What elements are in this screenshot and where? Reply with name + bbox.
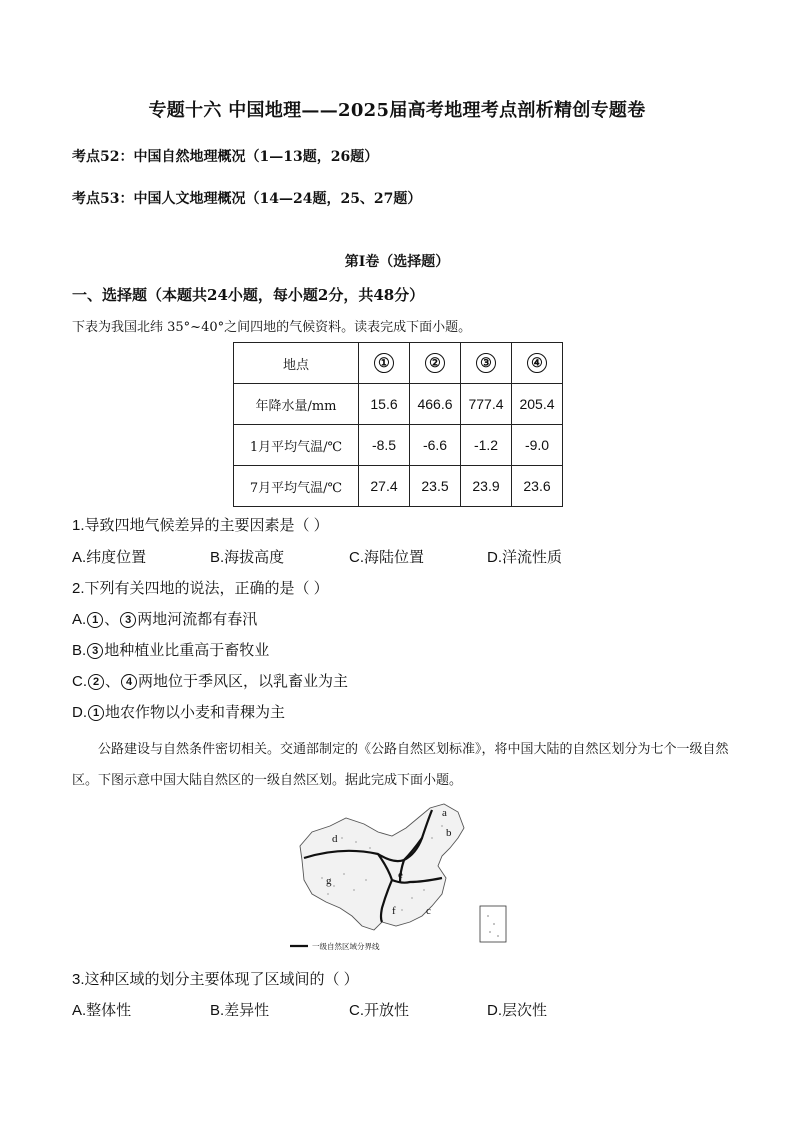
table-cell: -9.0 [512,425,563,466]
region-label-c: c [426,905,431,917]
row-label: 1月平均气温/℃ [234,425,359,466]
question-3-stem: 3.这种区域的划分主要体现了区域间的（ ） [72,971,359,988]
question-1-stem: 1.导致四地气候差异的主要因素是（ ） [72,517,329,534]
map-legend-text: 一级自然区域分界线 [312,942,380,951]
region-label-e: e [398,869,403,881]
circled-number-4: 4 [121,674,137,690]
passage-text: 公路建设与自然条件密切相关。交通部制定的《公路自然区划标准》，将中国大陆的自然区划分为七个一级自然区。下图示意中国大陆自然区的一级自然区划。据此完成下面小题。 [72,742,729,788]
row-label: 7月平均气温/℃ [234,466,359,507]
q2-option-d[interactable]: D. 1 地农作物以小麦和青稞为主 [72,704,286,721]
table-cell: 15.6 [359,384,410,425]
section-heading: 第I卷（选择题） [344,254,450,270]
table-col-header: ③ [461,343,512,384]
table-row [234,384,563,425]
row-label: 年降水量/mm [234,384,359,425]
table-col-header: ① [359,343,410,384]
south-sea-inset [480,906,506,942]
table-cell: 23.6 [512,466,563,507]
table-header-label: 地点 [234,343,359,384]
q1-option-a[interactable]: A.纬度位置 [72,549,147,566]
question-2-stem: 2.下列有关四地的说法，正确的是（ ） [72,580,329,597]
table-intro: 下表为我国北纬 35°~40°之间四地的气候资料。读表完成下面小题。 [72,320,472,335]
circled-number-3: 3 [87,643,103,659]
region-label-a: a [442,807,447,819]
q3-option-b[interactable]: B.差异性 [210,1002,270,1019]
q2-option-b[interactable]: B. 3 地种植业比重高于畜牧业 [72,642,270,659]
table-header-row [234,343,563,384]
circled-number-1: 1 [87,612,103,628]
table-row [234,425,563,466]
table-cell: 466.6 [410,384,461,425]
kaodian-53: 考点53：中国人文地理概况（14—24题，25、27题） [72,191,422,207]
circled-number-1: 1 [88,705,104,721]
q3-option-d[interactable]: D.层次性 [487,1002,548,1019]
q2-option-a[interactable]: A. 1 、 3 两地河流都有春汛 [72,611,258,628]
table-cell: 23.9 [461,466,512,507]
q1-option-c[interactable]: C.海陆位置 [349,549,425,566]
table-col-header: ④ [512,343,563,384]
region-label-b: b [446,827,452,839]
region-label-f: f [392,905,396,917]
circled-number-2: 2 [88,674,104,690]
table-cell: -1.2 [461,425,512,466]
table-cell: -8.5 [359,425,410,466]
q3-option-a[interactable]: A.整体性 [72,1002,132,1019]
table-cell: -6.6 [410,425,461,466]
table-row [234,466,563,507]
page-title: 专题十六 中国地理——2025届高考地理考点剖析精创专题卷 [148,100,646,121]
region-label-g: g [326,875,332,887]
table-col-header: ② [410,343,461,384]
part-heading: 一、选择题（本题共24小题，每小题2分，共48分） [72,286,425,304]
q2-option-c[interactable]: C. 2 、 4 两地位于季风区，以乳畜业为主 [72,673,349,690]
table-cell: 27.4 [359,466,410,507]
q1-option-d[interactable]: D.洋流性质 [487,549,563,566]
table-cell: 23.5 [410,466,461,507]
q3-option-c[interactable]: C.开放性 [349,1002,410,1019]
q1-option-b[interactable]: B.海拔高度 [210,549,285,566]
climate-table [233,342,563,507]
region-label-d: d [332,833,338,845]
china-natural-zones-map [282,798,522,958]
table-cell: 777.4 [461,384,512,425]
circled-number-3: 3 [120,612,136,628]
table-cell: 205.4 [512,384,563,425]
kaodian-52: 考点52：中国自然地理概况（1—13题，26题） [72,149,379,165]
